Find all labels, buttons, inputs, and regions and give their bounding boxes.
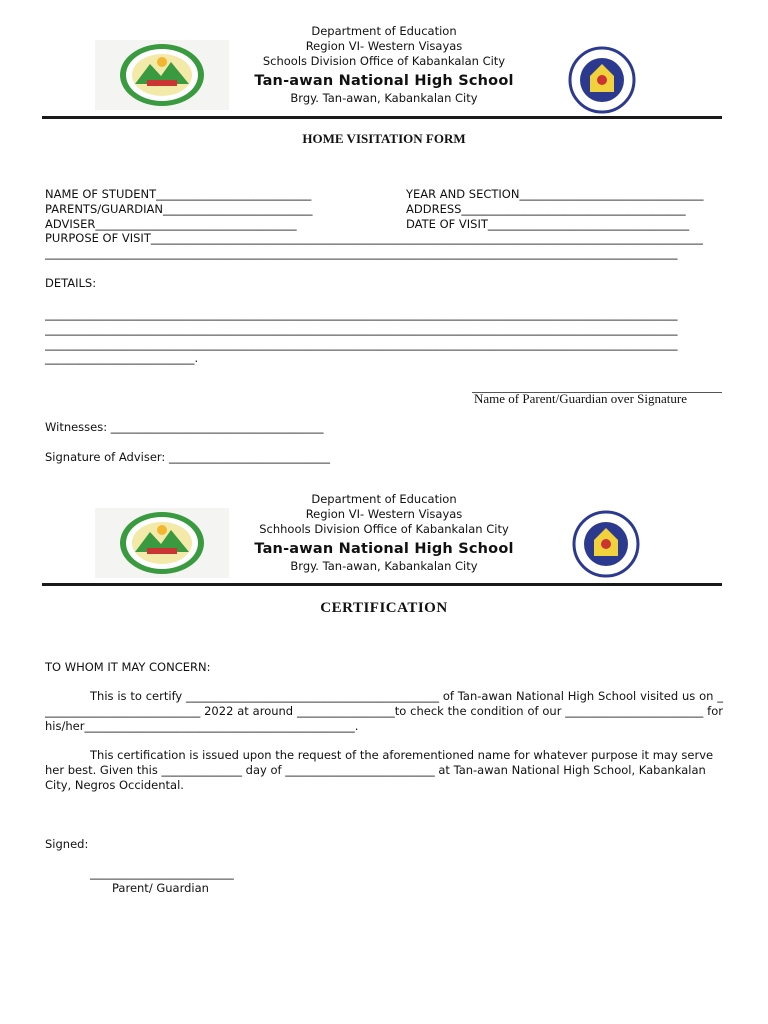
parent-guardian-label: Parent/ Guardian: [112, 881, 209, 895]
date-of-visit-field[interactable]: DATE OF VISIT___________________________________: [406, 217, 690, 231]
header-region: Region VI- Western Visayas: [305, 39, 463, 53]
details-line-2[interactable]: ______________________________________________________________________________________________________________: [45, 322, 678, 336]
header-division: Schools Division Office of Kabankalan City: [262, 54, 506, 68]
purpose-line-2[interactable]: ______________________________________________________________________________________________________________: [45, 246, 678, 260]
salutation: TO WHOM IT MAY CONCERN:: [45, 660, 211, 674]
details-line-4[interactable]: __________________________.: [45, 351, 199, 365]
header-department: Department of Education: [311, 24, 457, 38]
parent-sign-line[interactable]: _________________________: [90, 866, 234, 880]
details-line-1[interactable]: ______________________________________________________________________________________________________________: [45, 307, 678, 321]
parent-signature-label: Name of Parent/Guardian over Signature: [474, 391, 687, 406]
adviser-field[interactable]: ADVISER___________________________________: [45, 217, 297, 231]
witnesses-field[interactable]: Witnesses: _____________________________________: [45, 420, 324, 434]
parents-guardian-field[interactable]: PARENTS/GUARDIAN__________________________: [45, 202, 313, 216]
header2-address: Brgy. Tan-awan, Kabankalan City: [290, 559, 478, 573]
name-of-student-field[interactable]: NAME OF STUDENT___________________________: [45, 187, 312, 201]
adviser-signature-field[interactable]: Signature of Adviser: ____________________________: [45, 450, 330, 464]
form-title: HOME VISITATION FORM: [302, 131, 466, 146]
header-school-name: Tan-awan National High School: [254, 73, 514, 89]
certification-paragraph-1: This is to certify ____________________________________________ of Tan-awan National High School visited us on ____________________________ 2022 at around _________________to check the condition of our ________________________ for his/her_______________________________________________.: [45, 689, 723, 733]
certification-title: CERTIFICATION: [320, 600, 448, 616]
details-line-3[interactable]: ______________________________________________________________________________________________________________: [45, 337, 678, 351]
address-field[interactable]: ADDRESS_______________________________________: [406, 202, 686, 216]
header2-rule: [42, 583, 722, 586]
year-and-section-field[interactable]: YEAR AND SECTION________________________________: [406, 187, 704, 201]
header2-region: Region VI- Western Visayas: [305, 507, 463, 521]
header2-school-name: Tan-awan National High School: [254, 541, 514, 557]
certification-paragraph-2: This certification is issued upon the request of the aforementioned name for whatever purpose it may serve her best. Given this ______________ day of __________________________ at Tan-awan National High School, Kabankalan City, Negros Occidental.: [45, 748, 714, 792]
signed-label: Signed:: [45, 837, 89, 851]
header-address: Brgy. Tan-awan, Kabankalan City: [290, 91, 478, 105]
purpose-of-visit-field[interactable]: PURPOSE OF VISIT________________________________________________________________________________________________: [45, 231, 703, 245]
details-label: DETAILS:: [45, 276, 97, 290]
header-rule: [42, 116, 722, 119]
header2-division: Schhools Division Office of Kabankalan City: [259, 522, 509, 536]
header2-department: Department of Education: [311, 492, 457, 506]
